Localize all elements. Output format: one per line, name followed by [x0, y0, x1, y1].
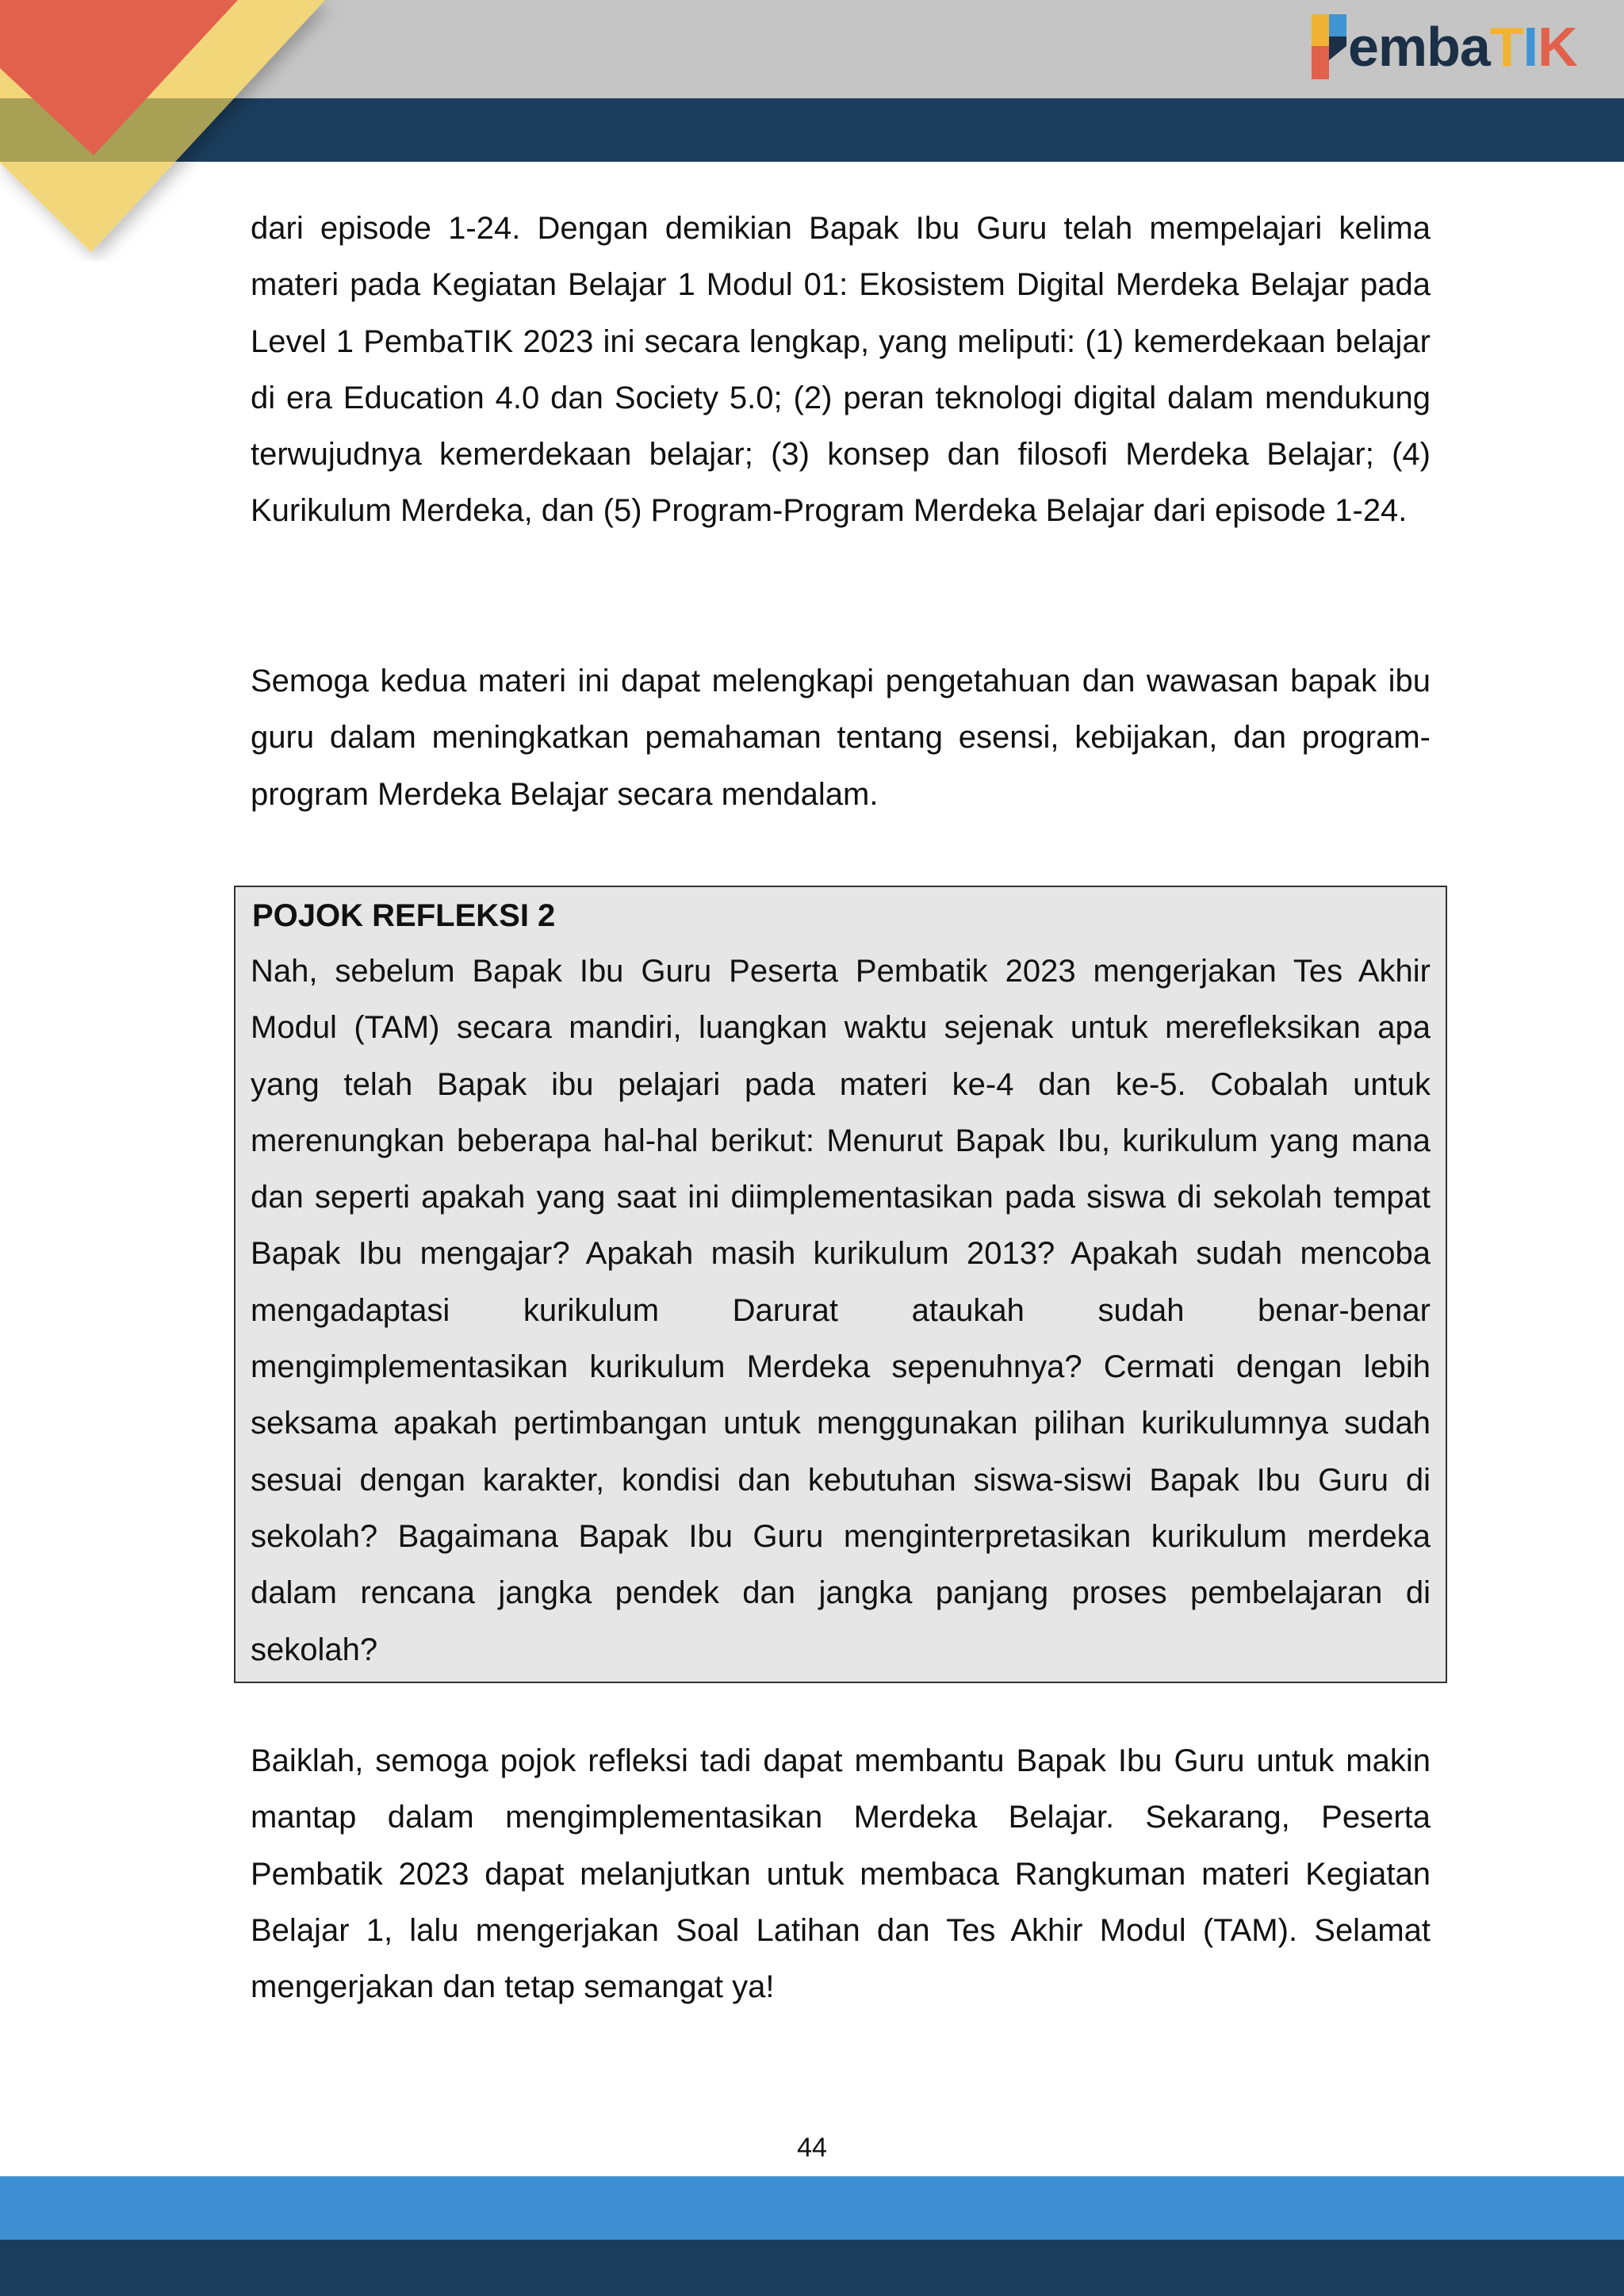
reflection-text: Nah, sebelum Bapak Ibu Guru Peserta Pembatik 2023 mengerjakan Tes Akhir Modul (TAM) secara mandiri, luangkan waktu sejenak untuk merefleksikan apa yang telah Bapak ibu pelajari pada materi ke-4 dan ke-5. Cobalah untuk merenungkan beberapa hal-hal berikut: Menurut Bapak Ibu, kurikulum yang mana dan seperti apakah yang saat ini diimplementasikan pada siswa di sekolah tempat Bapak Ibu mengajar? Apakah masih kurikulum 2013? Apakah sudah mencoba mengadaptasi kurikulum Darurat ataukah sudah benar-benar mengimplementasikan kurikulum Merdeka sepenuhnya? Cermati dengan lebih seksama apakah pertimbangan untuk menggunakan pilihan kurikulumnya sudah sesuai dengan karakter, kondisi dan kebutuhan siswa-siswi Bapak Ibu Guru di sekolah? Bagaimana Bapak Ibu Guru menginterpretasikan kurikulum merdeka dalam rencana jangka pendek dan jangka panjang proses pembelajaran di sekolah?: [251, 954, 1431, 1667]
footer-stripe: [0, 2240, 1624, 2296]
paragraph-closing: Semoga kedua materi ini dapat melengkapi pengetahuan dan wawasan bapak ibu guru dalam meningkatkan pemahaman tentang esensi, kebijakan, dan program-program Merdeka Belajar secara mendalam.: [251, 664, 1431, 812]
reflection-box: [234, 886, 1447, 1683]
footer-bar: [0, 2176, 1624, 2240]
page-number: 44: [797, 2133, 827, 2163]
paragraph-summary: dari episode 1-24. Dengan demikian Bapak Ibu Guru telah mempelajari kelima materi pada Kegiatan Belajar 1 Modul 01: Ekosistem Digital Merdeka Belajar pada Level 1 PembaTIK 2023 ini secara lengkap, yang meliputi: (1) kemerdekaan belajar di era Education 4.0 dan Society 5.0; (2) peran teknologi digital dalam mendukung terwujudnya kemerdekaan belajar; (3) konsep dan filosofi Merdeka Belajar; (4) Kurikulum Merdeka, dan (5) Program-Program Merdeka Belajar dari episode 1-24.: [251, 211, 1431, 529]
pembatik-logo-mark: [1305, 13, 1351, 81]
reflection-title: POJOK REFLEKSI 2: [252, 898, 556, 933]
paragraph-next-steps: Baiklah, semoga pojok refleksi tadi dapat membantu Bapak Ibu Guru untuk makin mantap dalam mengimplementasikan Merdeka Belajar. Sekarang, Peserta Pembatik 2023 dapat melanjutkan untuk membaca Rangkuman materi Kegiatan Belajar 1, lalu mengerjakan Soal Latihan dan Tes Akhir Modul (TAM). Selamat mengerjakan dan tetap semangat ya!: [251, 1743, 1431, 2005]
pembatik-logo: [1305, 11, 1577, 82]
pembatik-logo-text: embaTIK: [1348, 16, 1577, 78]
